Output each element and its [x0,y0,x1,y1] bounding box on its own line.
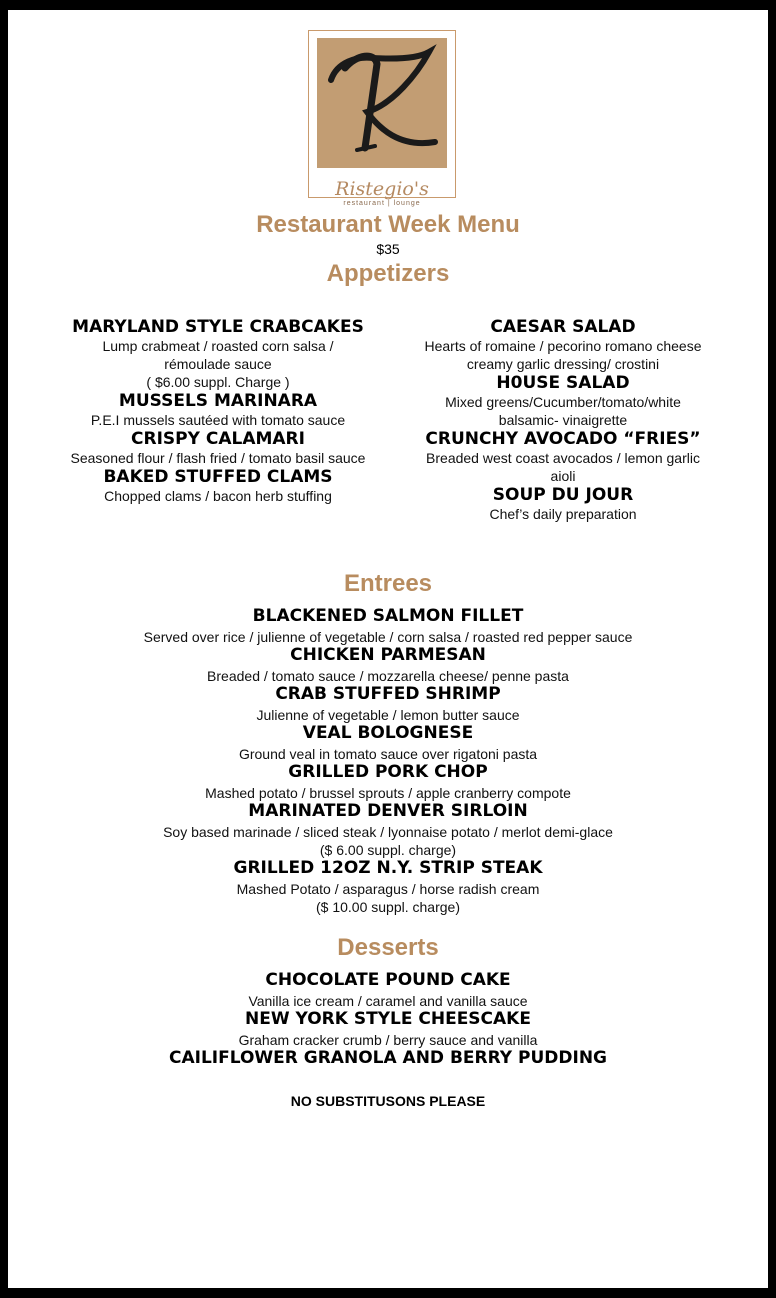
dish-desc: Mixed greens/Cucumber/tomato/white [445,394,681,410]
dish-desc: Chef’s daily preparation [489,506,637,522]
dish-desc: aioli [550,468,576,484]
dish-name: NEW YORK STYLE CHEESCAKE [245,1009,531,1029]
dish-desc: Vanilla ice cream / caramel and vanilla sauce [248,993,528,1009]
dish-desc: Lump crabmeat / roasted corn salsa / [102,338,334,354]
dish-price-note: ( $6.00 suppl. Charge ) [146,374,290,390]
dish-desc: Mashed Potato / asparagus / horse radish cream [236,881,540,897]
no-substitutions-note: NO SUBSTITUSONS PLEASE [290,1093,486,1109]
dish-price-note: ($ 6.00 suppl. charge) [319,842,457,858]
dish-name: GRILLED PORK CHOP [288,762,488,782]
dish-name: CRUNCHY AVOCADO “FRIES” [425,429,701,449]
logo-script: Ristegio's [335,178,429,200]
appetizers-heading: Appetizers [326,260,450,287]
dish-desc: Julienne of vegetable / lemon butter sauce [256,707,520,723]
dish-name: CRISPY CALAMARI [131,429,305,449]
dish-name: MUSSELS MARINARA [118,391,318,411]
dish-desc: Ground veal in tomato sauce over rigatoni pasta [238,746,538,762]
menu-page [8,10,768,1288]
dish-name: CHICKEN PARMESAN [290,645,486,665]
appetizers-right-column [401,317,725,523]
dish-desc: creamy garlic dressing/ crostini [466,356,660,372]
dish-desc: Breaded west coast avocados / lemon garlic [426,450,700,466]
dish-name: CAILIFLOWER GRANOLA AND BERRY PUDDING [168,1048,608,1068]
dish-name: BLACKENED SALMON FILLET [252,606,524,626]
dish-desc: Seasoned flour / flash fried / tomato basil sauce [70,450,366,466]
logo-r-letter-icon [317,38,447,168]
dish-name: H0USE SALAD [496,373,630,393]
dish-name: GRILLED 12OZ N.Y. STRIP STEAK [233,858,543,878]
dish-desc: P.E.I mussels sautéed with tomato sauce [90,412,346,428]
dish-name: VEAL BOLOGNESE [302,723,474,743]
logo-tagline: restaurant | lounge [343,200,421,207]
dish-name: CHOCOLATE POUND CAKE [265,970,511,990]
appetizers-left-column [45,317,391,505]
dish-desc: rémoulade sauce [164,356,272,372]
desserts-heading: Desserts [337,934,439,961]
dish-name: BAKED STUFFED CLAMS [103,467,333,487]
menu-title: Restaurant Week Menu [256,211,520,238]
entrees-heading: Entrees [343,570,433,597]
dish-name: MARINATED DENVER SIRLOIN [248,801,528,821]
dish-name: CRAB STUFFED SHRIMP [275,684,501,704]
dish-desc: Chopped clams / bacon herb stuffing [104,488,332,504]
dish-name: SOUP DU JOUR [492,485,634,505]
dish-desc: Served over rice / julienne of vegetable / corn salsa / roasted red pepper sauce [143,629,633,645]
dish-desc: balsamic- vinaigrette [498,412,628,428]
dish-desc: Hearts of romaine / pecorino romano cheese [424,338,702,354]
dish-name: CAESAR SALAD [490,317,636,337]
dish-price-note: ($ 10.00 suppl. charge) [316,899,460,915]
dish-name: MARYLAND STYLE CRABCAKES [72,317,364,337]
dish-desc: Mashed potato / brussel sprouts / apple cranberry compote [205,785,571,801]
menu-price: $35 [376,241,400,257]
dish-desc: Breaded / tomato sauce / mozzarella cheese/ penne pasta [207,668,569,684]
dish-desc: Soy based marinade / sliced steak / lyonnaise potato / merlot demi-glace [163,824,613,840]
dish-desc: Graham cracker crumb / berry sauce and vanilla [238,1032,538,1048]
restaurant-logo [308,30,456,216]
